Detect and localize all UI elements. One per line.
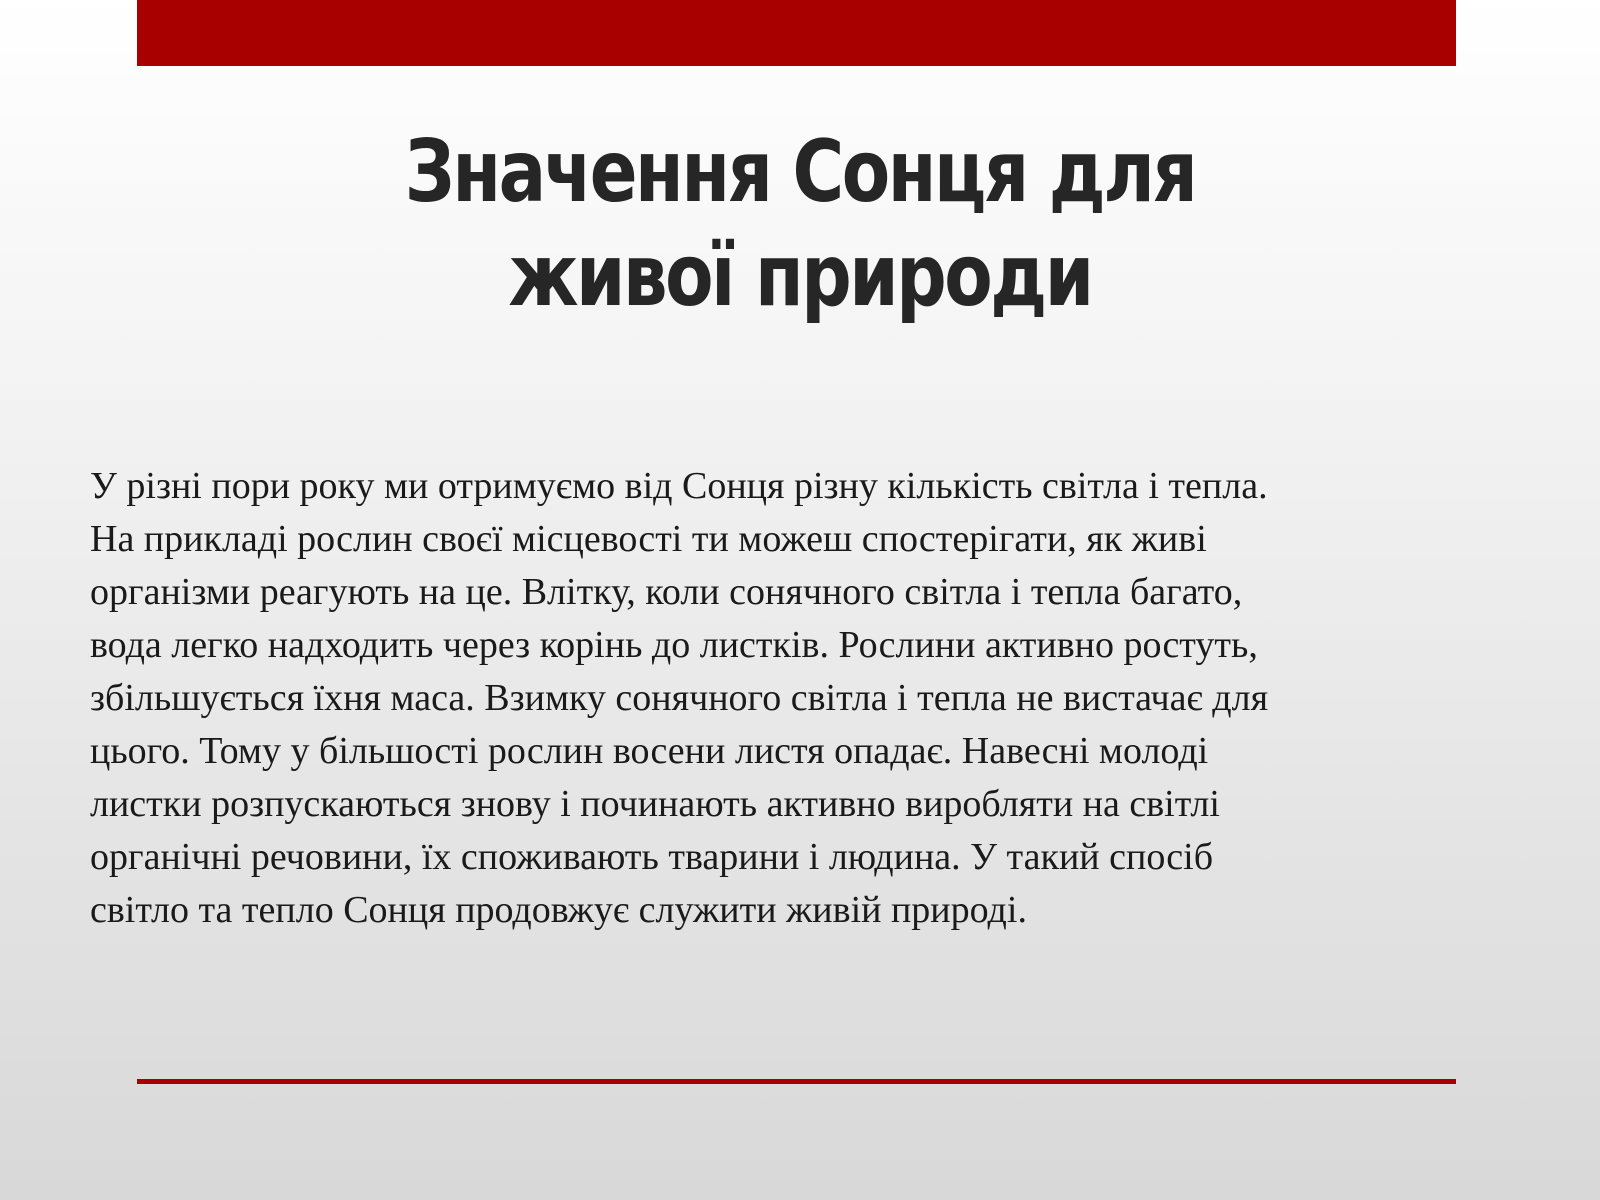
slide-title: Значення Сонця для живої природи (404, 122, 1196, 326)
top-accent-bar (137, 0, 1456, 66)
slide-body-text: У різні пори року ми отримуємо від Сонця різну кількість світла і тепла. На прикладі рослин своєї місцевості ти можеш спостерігати, як живі організми реагують на це. Влітку, коли сонячного світла і тепла багато, вода легко надходить через корінь до листків. Рослини активно ростуть, збільшується їхня маса. Взимку сонячного світла і тепла не вистачає для цього. Тому у більшості рослин восени листя опадає. Навесні молоді листки розпускаються знову і починають активно виробляти на світлі органічні речовини, їх споживають тварини і людина. У такий спосіб світло та тепло Сонця продовжує служити живій природі. (90, 465, 1269, 931)
bottom-accent-line (137, 1079, 1456, 1084)
